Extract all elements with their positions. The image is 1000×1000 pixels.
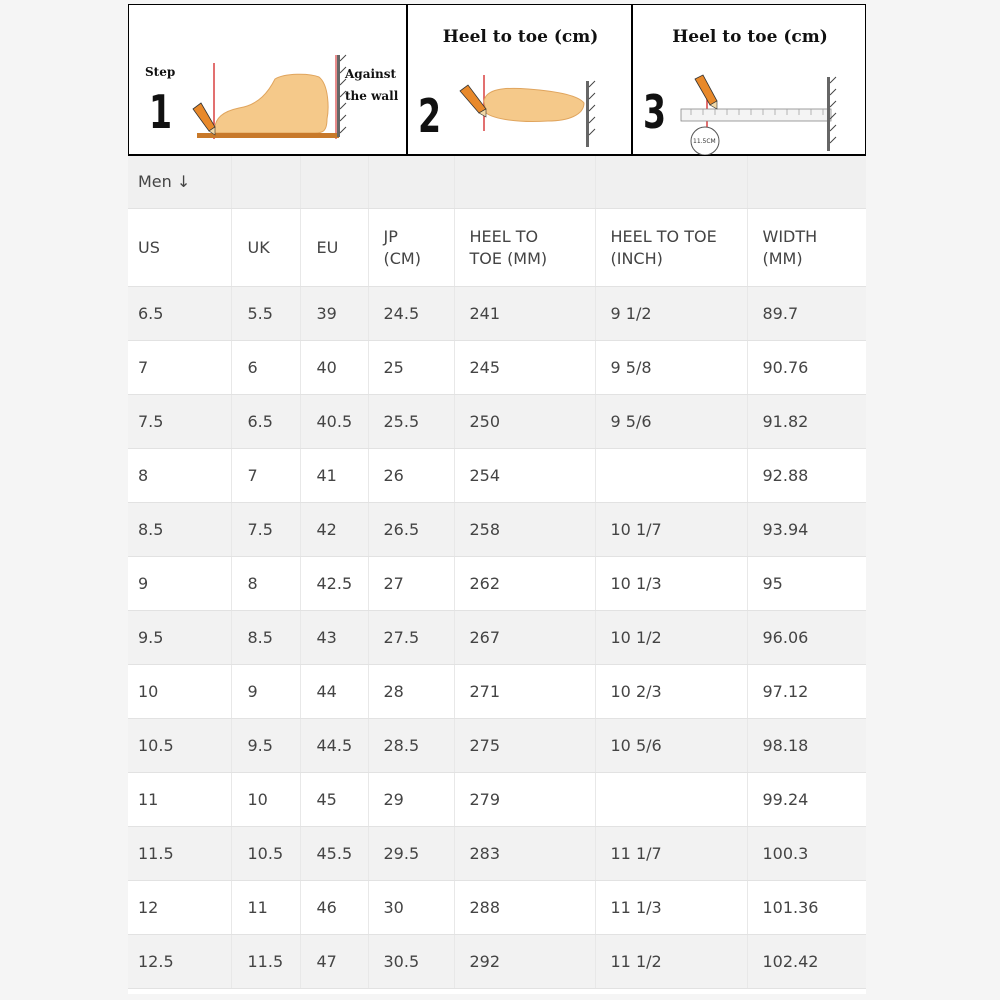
ruler-reading: 11.5CM [693, 138, 716, 145]
group-label: Men ↓ [128, 156, 231, 209]
cell-jp-cm: 30.5 [368, 935, 454, 989]
cell-eu-size: 42.5 [300, 557, 368, 611]
header-uk: UK [231, 209, 300, 287]
cell-heel-toe-mm: 254 [454, 449, 595, 503]
cell-us-size: 12.5 [128, 935, 231, 989]
header-eu: EU [300, 209, 368, 287]
table-row [128, 935, 866, 989]
cell-heel-toe-mm: 288 [454, 881, 595, 935]
cell-uk-size: 6 [231, 341, 300, 395]
group-row [128, 156, 866, 209]
cell-us-size: 9 [128, 557, 231, 611]
cell-heel-toe-mm: 241 [454, 287, 595, 341]
cell-eu-size: 39 [300, 287, 368, 341]
cell-width-mm: 93.94 [747, 503, 866, 557]
cell-eu-size: 43 [300, 611, 368, 665]
step-1-panel [129, 5, 406, 155]
cell-uk-size: 10.5 [231, 827, 300, 881]
cell-uk-size: 7.5 [231, 503, 300, 557]
table-row [128, 449, 866, 503]
cell-uk-size: 9 [231, 665, 300, 719]
cell-width-mm: 102.42 [747, 935, 866, 989]
table-row [128, 503, 866, 557]
panel-2-title: Heel to toe (cm) [442, 27, 599, 47]
size-chart-card [128, 4, 866, 994]
cell-heel-toe-mm: 267 [454, 611, 595, 665]
step-3-panel [631, 5, 866, 155]
panel-3-title: Heel to toe (cm) [672, 27, 828, 47]
cell-width-mm: 90.76 [747, 341, 866, 395]
table-row [128, 287, 866, 341]
table-row [128, 773, 866, 827]
cell-us-size: 8.5 [128, 503, 231, 557]
cell-heel-toe-mm: 262 [454, 557, 595, 611]
cell-width-mm: 96.06 [747, 611, 866, 665]
cell-heel-toe-inch: 9 5/6 [595, 395, 747, 449]
cell-heel-toe-mm: 271 [454, 665, 595, 719]
cell-us-size: 12 [128, 881, 231, 935]
cell-heel-toe-mm: 245 [454, 341, 595, 395]
step-number-2: 2 [418, 89, 442, 143]
cell-jp-cm: 26.5 [368, 503, 454, 557]
step-label: Step [145, 65, 176, 79]
cell-us-size: 11 [128, 773, 231, 827]
cell-jp-cm: 25 [368, 341, 454, 395]
header-row [128, 209, 866, 287]
header-us: US [128, 209, 231, 287]
cell-jp-cm: 24.5 [368, 287, 454, 341]
table-row [128, 827, 866, 881]
cell-eu-size: 44 [300, 665, 368, 719]
cell-heel-toe-mm: 283 [454, 827, 595, 881]
cell-uk-size: 10 [231, 773, 300, 827]
cell-heel-toe-inch: 11 1/2 [595, 935, 747, 989]
cell-heel-toe-mm: 258 [454, 503, 595, 557]
cell-uk-size: 8 [231, 557, 300, 611]
table-row [128, 881, 866, 935]
cell-width-mm: 99.24 [747, 773, 866, 827]
cell-heel-toe-inch: 10 1/7 [595, 503, 747, 557]
cell-eu-size: 40.5 [300, 395, 368, 449]
cell-eu-size: 47 [300, 935, 368, 989]
cell-width-mm: 101.36 [747, 881, 866, 935]
cell-width-mm: 100.3 [747, 827, 866, 881]
cell-jp-cm: 29.5 [368, 827, 454, 881]
cell-eu-size: 46 [300, 881, 368, 935]
cell-us-size: 11.5 [128, 827, 231, 881]
cell-eu-size: 40 [300, 341, 368, 395]
step-2-panel [406, 5, 633, 155]
cell-width-mm: 95 [747, 557, 866, 611]
cell-uk-size: 9.5 [231, 719, 300, 773]
cell-heel-toe-inch: 10 2/3 [595, 665, 747, 719]
against-wall-label: Against the wall [345, 67, 399, 103]
cell-heel-toe-mm: 250 [454, 395, 595, 449]
cell-uk-size: 11.5 [231, 935, 300, 989]
size-table [128, 156, 866, 989]
cell-jp-cm: 27 [368, 557, 454, 611]
header-jp: JP (CM) [368, 209, 454, 287]
cell-width-mm: 89.7 [747, 287, 866, 341]
cell-width-mm: 98.18 [747, 719, 866, 773]
cell-heel-toe-inch: 11 1/7 [595, 827, 747, 881]
header-heel-toe-inch: HEEL TO TOE (INCH) [595, 209, 747, 287]
cell-eu-size: 41 [300, 449, 368, 503]
cell-jp-cm: 29 [368, 773, 454, 827]
table-row [128, 611, 866, 665]
ruler-illustration [633, 5, 866, 155]
cell-heel-toe-mm: 275 [454, 719, 595, 773]
pencil-icon [193, 103, 215, 135]
pencil-icon [460, 85, 486, 117]
cell-heel-toe-mm: 279 [454, 773, 595, 827]
cell-heel-toe-inch: 9 1/2 [595, 287, 747, 341]
cell-heel-toe-inch: 10 1/2 [595, 611, 747, 665]
cell-jp-cm: 30 [368, 881, 454, 935]
cell-heel-toe-inch: 10 5/6 [595, 719, 747, 773]
cell-jp-cm: 25.5 [368, 395, 454, 449]
step-number-3: 3 [643, 85, 667, 139]
pencil-icon [695, 75, 717, 109]
cell-uk-size: 7 [231, 449, 300, 503]
cell-heel-toe-inch [595, 449, 747, 503]
cell-uk-size: 8.5 [231, 611, 300, 665]
cell-us-size: 8 [128, 449, 231, 503]
table-row [128, 719, 866, 773]
table-row [128, 395, 866, 449]
cell-eu-size: 45.5 [300, 827, 368, 881]
table-row [128, 665, 866, 719]
cell-jp-cm: 28.5 [368, 719, 454, 773]
cell-uk-size: 5.5 [231, 287, 300, 341]
header-width: WIDTH (MM) [747, 209, 866, 287]
cell-width-mm: 97.12 [747, 665, 866, 719]
cell-uk-size: 6.5 [231, 395, 300, 449]
cell-us-size: 7 [128, 341, 231, 395]
cell-eu-size: 45 [300, 773, 368, 827]
cell-us-size: 6.5 [128, 287, 231, 341]
cell-eu-size: 44.5 [300, 719, 368, 773]
cell-heel-toe-mm: 292 [454, 935, 595, 989]
cell-heel-toe-inch: 10 1/3 [595, 557, 747, 611]
cell-jp-cm: 27.5 [368, 611, 454, 665]
cell-width-mm: 91.82 [747, 395, 866, 449]
table-row [128, 557, 866, 611]
table-row [128, 341, 866, 395]
cell-us-size: 10.5 [128, 719, 231, 773]
cell-us-size: 10 [128, 665, 231, 719]
foot-top-illustration [408, 5, 633, 155]
cell-heel-toe-inch: 9 5/8 [595, 341, 747, 395]
cell-uk-size: 11 [231, 881, 300, 935]
cell-jp-cm: 28 [368, 665, 454, 719]
cell-heel-toe-inch: 11 1/3 [595, 881, 747, 935]
cell-us-size: 9.5 [128, 611, 231, 665]
cell-eu-size: 42 [300, 503, 368, 557]
cell-jp-cm: 26 [368, 449, 454, 503]
cell-width-mm: 92.88 [747, 449, 866, 503]
measuring-instructions [128, 4, 866, 156]
cell-us-size: 7.5 [128, 395, 231, 449]
header-heel-toe-mm: HEEL TO TOE (MM) [454, 209, 595, 287]
step-number-1: 1 [149, 85, 173, 139]
cell-heel-toe-inch [595, 773, 747, 827]
